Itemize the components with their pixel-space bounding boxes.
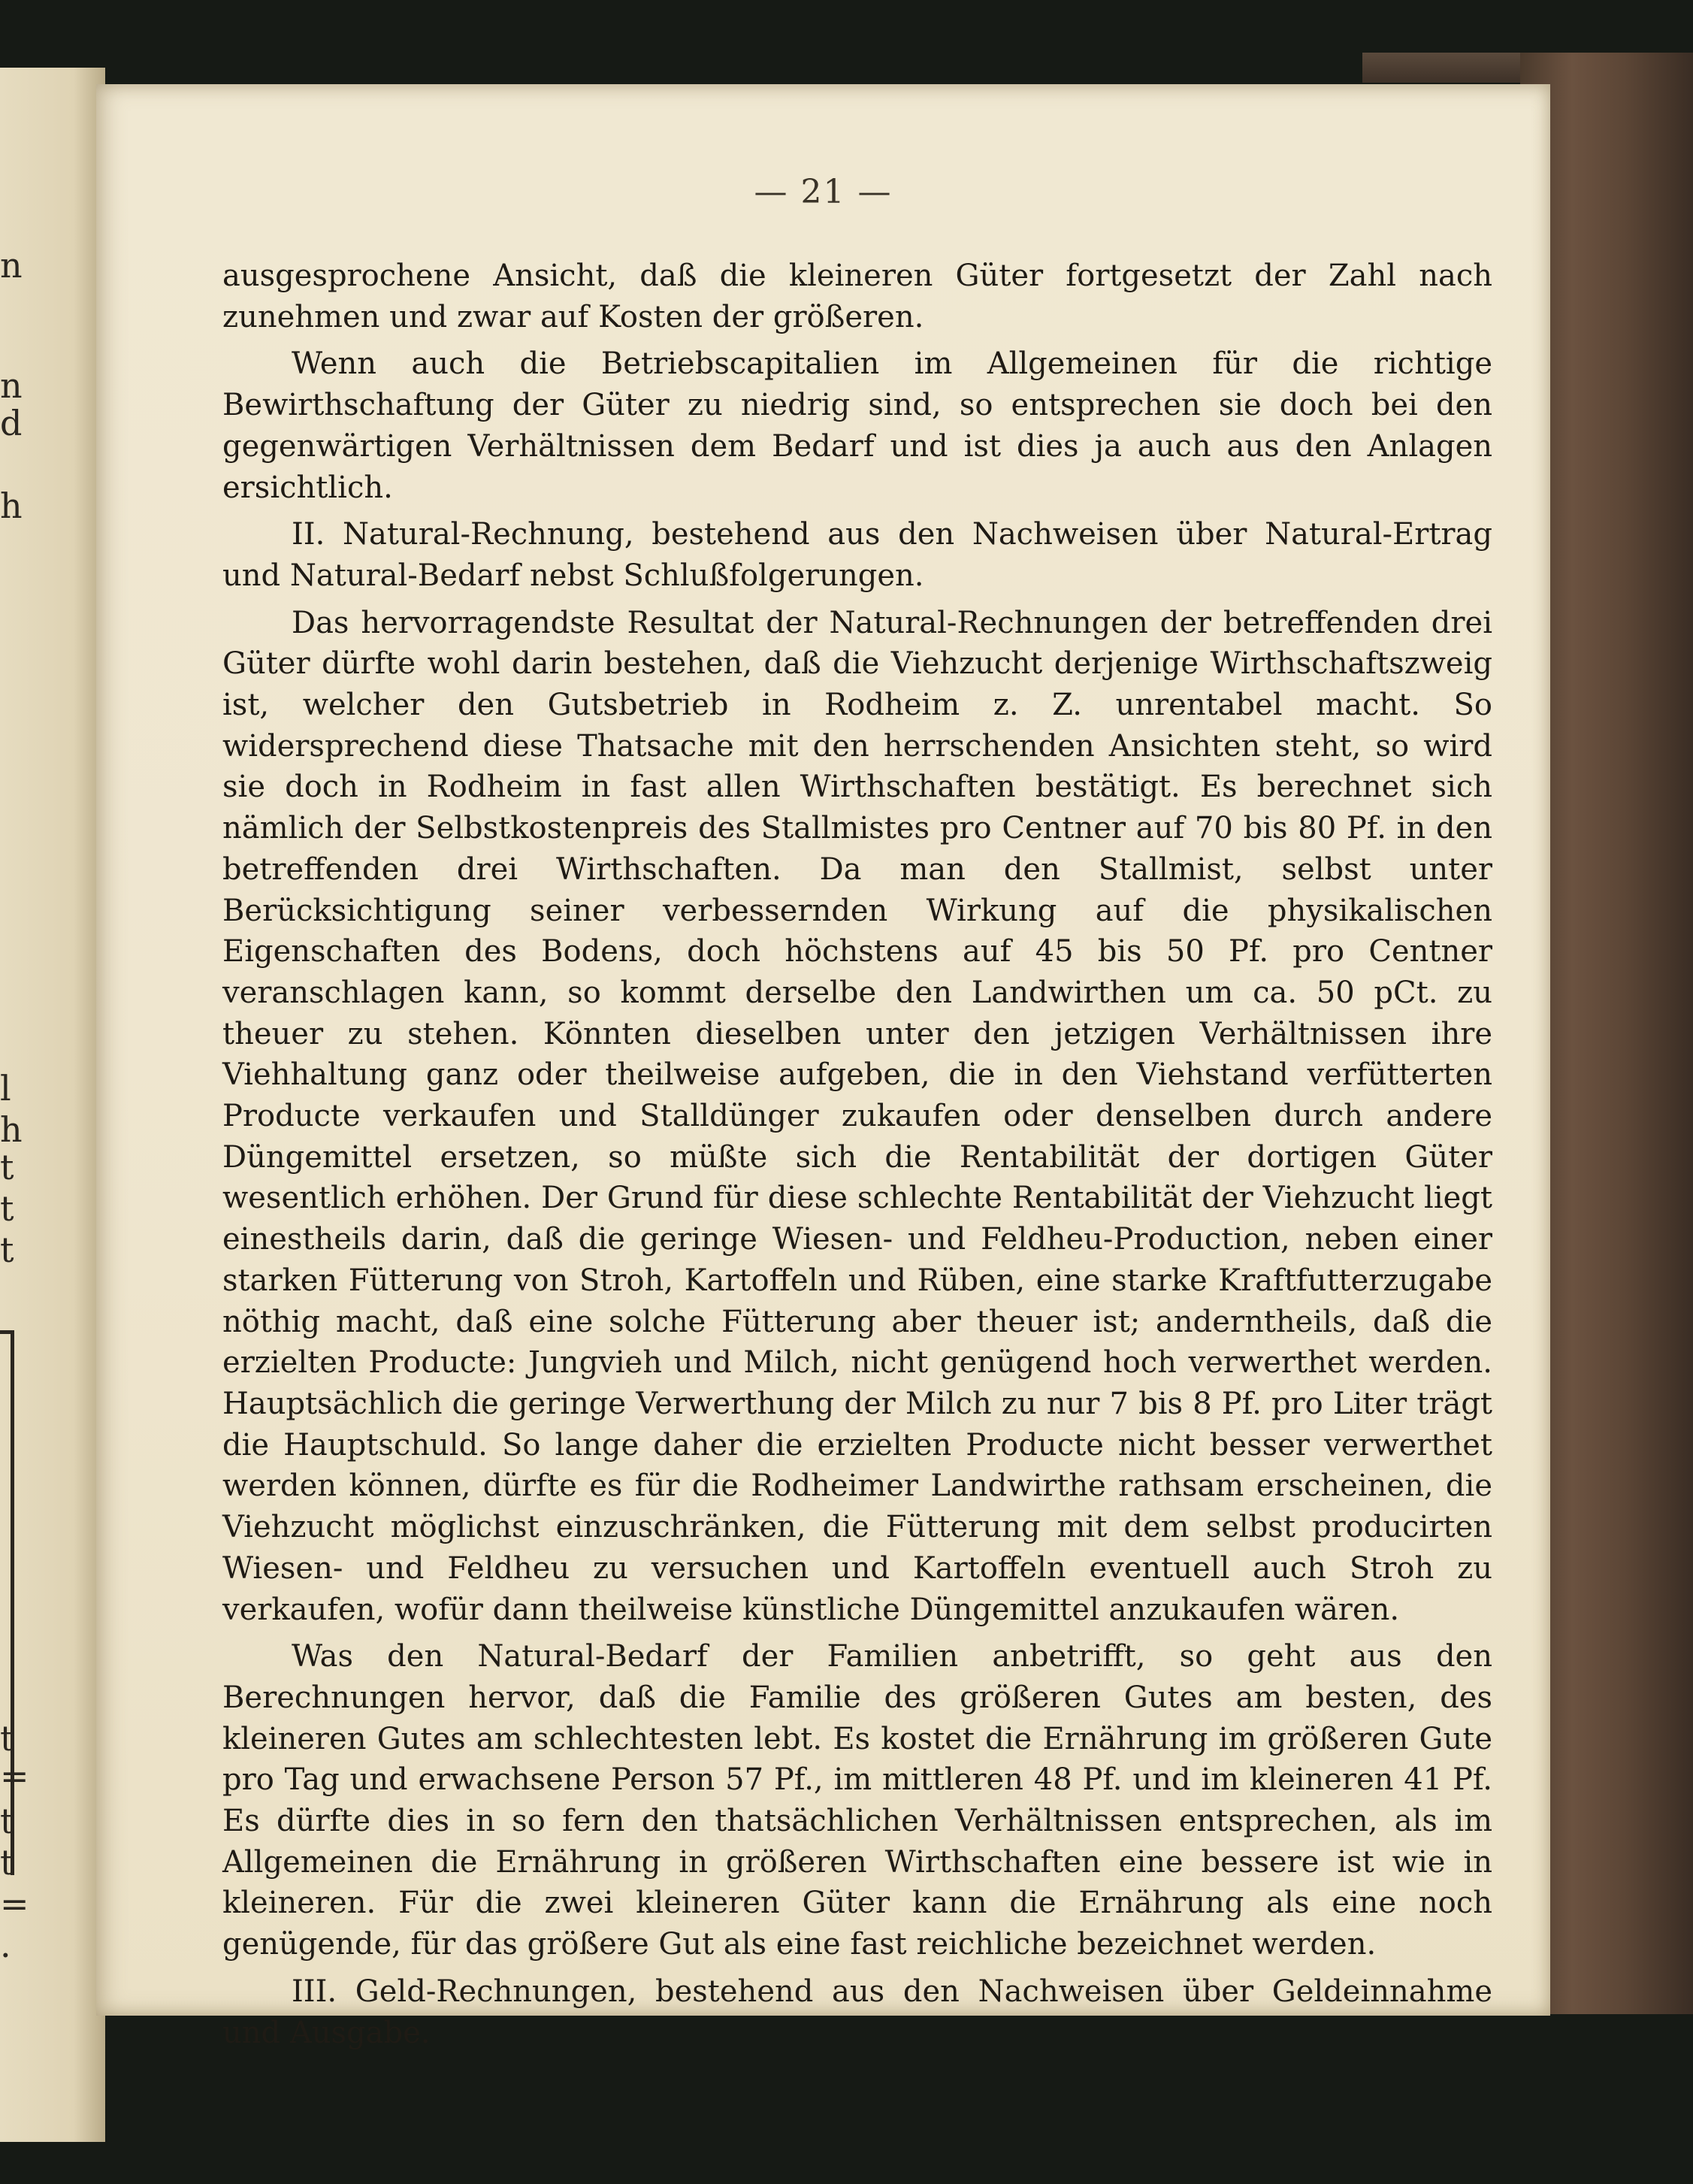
left-page-fragment: t: [0, 1147, 14, 1187]
left-page-fragment: =: [0, 1756, 29, 1796]
left-page-fragment: t: [0, 1718, 14, 1759]
left-page-fragment: t: [0, 1230, 14, 1270]
left-page-fragment: =: [0, 1883, 29, 1924]
page-number: — 21 —: [754, 173, 893, 211]
paragraph-viehzucht: Das hervorragendste Resultat der Natural-Rechnungen der betreffenden drei Güter dürfte wohl darin bestehen, daß die Viehzucht derjenige Wirthschaftszweig ist, welcher den Gutsbetrieb in Rodheim z. Z. unrentabel macht. So widersprechend diese Thatsache mit den herrschenden Ansichten steht, so wird sie doch in Rodheim in fast allen Wirthschaften bestätigt. Es berechnet sich nämlich der Selbstkostenpreis des Stallmistes pro Centner auf 70 bis 80 Pf. in den betreffenden drei Wirthschaften. Da man den Stallmist, selbst unter Berücksichtigung seiner verbessernden Wirkung auf die physikalischen Eigenschaften des Bodens, doch höchstens auf 45 bis 50 Pf. pro Centner veranschlagen kann, so kommt derselbe den Landwirthen um ca. 50 pCt. zu theuer zu stehen. Könnten dieselben unter den jetzigen Verhältnissen ihre Viehhaltung ganz oder theilweise aufgeben, die in den Viehstand verfütterten Producte verkaufen und Stalldünger zukaufen oder denselben durch andere Düngemittel ersetzen, so müßte sich die Rentabilität der dortigen Güter wesentlich erhöhen. Der Grund für diese schlechte Rentabilität der Viehzucht liegt einestheils darin, daß die geringe Wiesen- und Feldheu-Production, neben einer starken Fütterung von Stroh, Kartoffeln und Rüben, eine starke Kraftfutterzugabe nöthig macht, daß eine solche Fütterung aber theuer ist; anderntheils, daß die erzielten Producte: Jungvieh und Milch, nicht genügend hoch verwerthet werden. Hauptsächlich die geringe Verwerthung der Milch zu nur 7 bis 8 Pf. pro Liter trägt die Hauptschuld. So lange daher die erzielten Producte nicht besser verwerthet werden können, dürfte es für die Rodheimer Landwirthe rathsam erscheinen, die Viehzucht möglichst einzuschränken, die Fütterung mit dem selbst producirten Wiesen- und Feldheu zu versuchen und Kartoffeln eventuell auch Stroh zu verkaufen, wofür dann theilweise künstliche Düngemittel anzukaufen wären.: [222, 605, 1492, 1627]
paragraph-betriebscapitalien: Wenn auch die Betriebscapitalien im Allgemeinen für die richtige Bewirthschaftung der Güter zu niedrig sind, so entsprechen sie doch bei den gegenwärtigen Verhältnissen dem Bedarf und ist dies ja auch aus den Anlagen ersichtlich.: [222, 346, 1492, 505]
section-heading-natural-rechnung: II. Natural-Rechnung, bestehend aus den Nachweisen über Natural-Ertrag und Natural-Bedarf nebst Schlußfolgerungen.: [222, 517, 1492, 593]
left-page-fragment: d: [0, 403, 23, 443]
left-page-fragment: t: [0, 1188, 14, 1229]
left-page-fragment: t: [0, 1801, 14, 1841]
section-heading-geld-rechnungen: III. Geld-Rechnungen, bestehend aus den Nachweisen über Geldeinnahme und Ausgabe.: [222, 1974, 1492, 2050]
page-body-text: [222, 256, 1492, 2059]
paragraph-continuation: ausgesprochene Ansicht, daß die kleineren Güter fortgesetzt der Zahl nach zunehmen und zwar auf Kosten der größeren.: [222, 259, 1492, 334]
left-page-fragment: l: [0, 1068, 11, 1109]
left-page-fragment: t: [0, 1842, 14, 1883]
paragraph-natural-bedarf: Was den Natural-Bedarf der Familien anbetrifft, so geht aus den Berechnungen hervor, daß die Familie des größeren Gutes am besten, des kleineren Gutes am schlechtesten lebt. Es kostet die Ernährung im größeren Gute pro Tag und erwachsene Person 57 Pf., im mittleren 48 Pf. und im kleineren 41 Pf. Es dürfte dies in so fern den thatsächlichen Verhältnissen entsprechen, als im Allgemeinen die Ernährung in größeren Wirthschaften eine bessere ist wie in kleineren. Für die zwei kleineren Güter kann die Ernährung als eine noch genügende, für das größere Gut als eine fast reichliche bezeichnet werden.: [222, 1639, 1492, 1962]
left-page-fragment: h: [0, 486, 23, 526]
left-page-fragment: n: [0, 245, 23, 286]
left-page-fragment: h: [0, 1109, 23, 1150]
book-page: [96, 84, 1550, 2050]
left-page-fragment: .: [0, 1925, 11, 1965]
left-facing-page-edge: [0, 68, 105, 2142]
left-page-fragment: n: [0, 365, 23, 406]
